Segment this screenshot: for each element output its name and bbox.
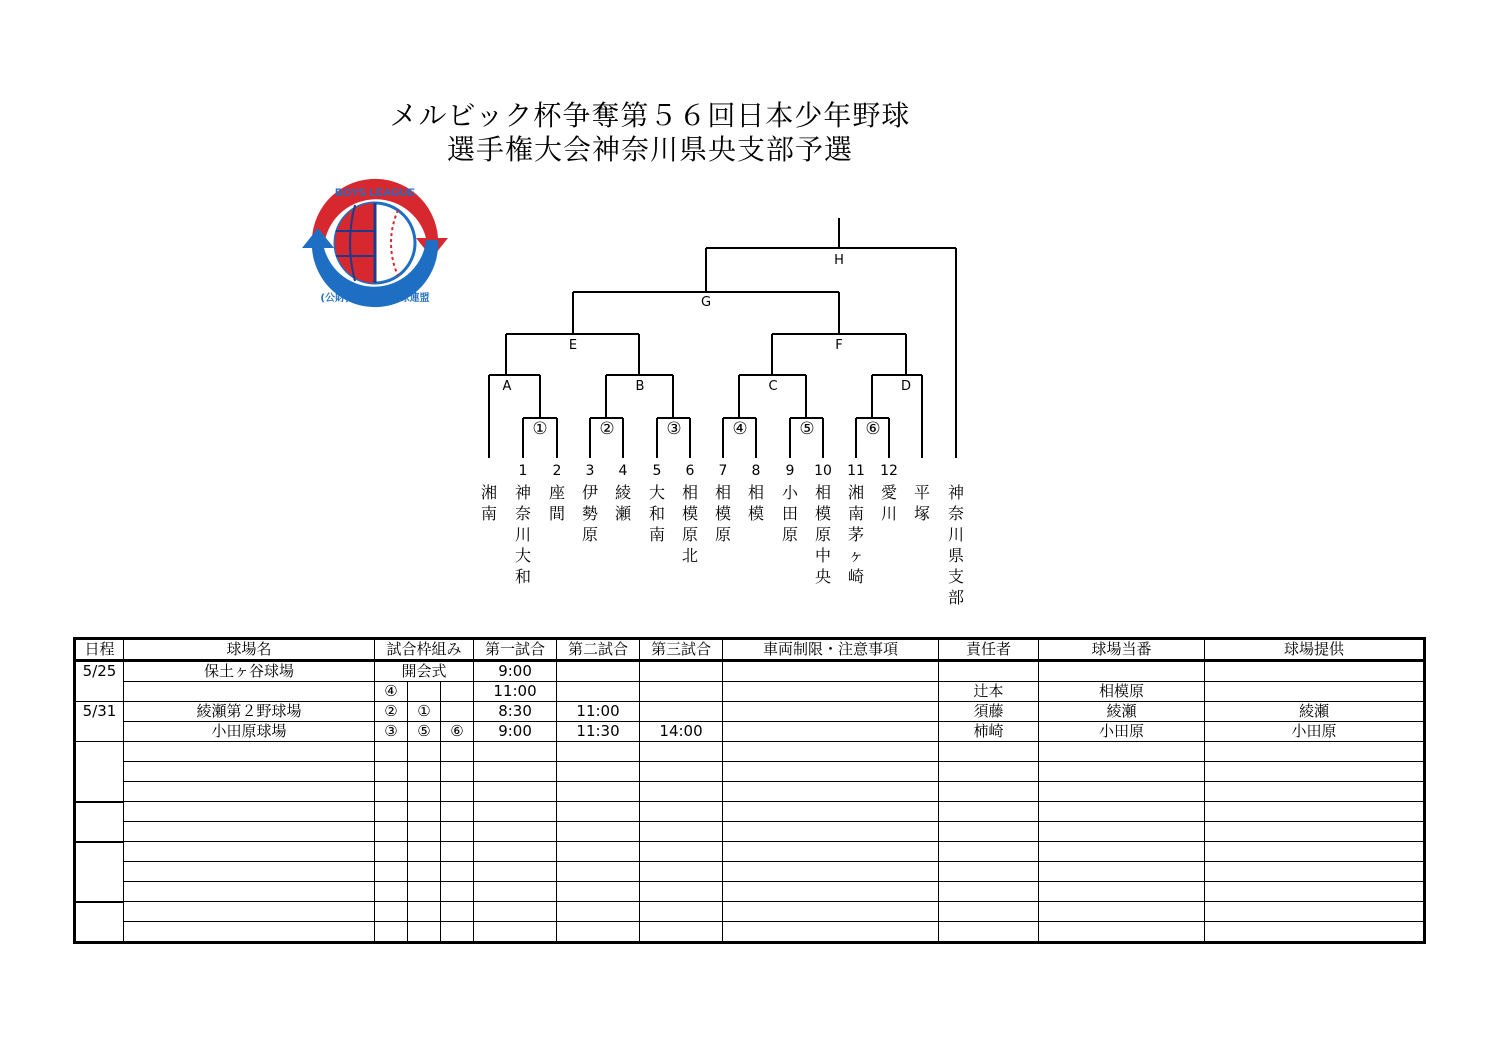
header-duty: 球場当番	[1039, 639, 1205, 661]
row-slot	[441, 702, 474, 722]
row-duty: 相模原	[1039, 682, 1205, 702]
team-name: 湘 南 茅 ヶ 崎	[847, 483, 864, 586]
empty-row	[75, 842, 1425, 862]
table-row	[75, 722, 1425, 742]
row-third	[640, 661, 723, 682]
seed-10: 10	[814, 463, 832, 479]
row-provider: 小田原	[1205, 722, 1425, 742]
empty-row	[75, 862, 1425, 882]
row-slot	[441, 682, 474, 702]
team-name: 神 奈 川 大 和	[514, 483, 531, 586]
row-duty	[1039, 661, 1205, 682]
row-venue: 小田原球場	[124, 722, 375, 742]
empty-row	[75, 742, 1425, 762]
row-date: 5/31	[75, 702, 124, 742]
row-duty: 小田原	[1039, 722, 1205, 742]
match-6: ⑥	[865, 419, 881, 439]
seed-11: 11	[847, 463, 865, 479]
label-g: G	[700, 295, 712, 310]
row-third	[640, 702, 723, 722]
team-name: 愛 川	[880, 483, 897, 523]
label-f: F	[835, 338, 843, 353]
seed-5: 5	[652, 463, 662, 479]
match-3: ③	[666, 419, 682, 439]
match-2: ②	[599, 419, 615, 439]
row-provider: 綾瀬	[1205, 702, 1425, 722]
row-provider	[1205, 661, 1425, 682]
header-second: 第二試合	[557, 639, 640, 661]
label-h: H	[834, 253, 844, 268]
empty-row	[75, 782, 1425, 802]
team-name: 相 模 原	[714, 483, 731, 544]
seed-12: 12	[880, 463, 898, 479]
team-name: 大 和 南	[648, 483, 665, 544]
row-manager	[939, 661, 1039, 682]
schedule-header-row	[75, 639, 1425, 661]
table-row	[75, 682, 1425, 702]
match-5: ⑤	[799, 419, 815, 439]
table-row	[75, 661, 1425, 682]
seed-6: 6	[685, 463, 695, 479]
match-4: ④	[732, 419, 748, 439]
row-venue	[124, 682, 375, 702]
header-slots: 試合枠組み	[375, 639, 474, 661]
seed-8: 8	[751, 463, 761, 479]
match-1: ①	[532, 419, 548, 439]
header-first: 第一試合	[474, 639, 557, 661]
label-d: D	[900, 379, 912, 394]
seed-7: 7	[718, 463, 728, 479]
row-first: 9:00	[474, 722, 557, 742]
label-b: B	[635, 379, 645, 394]
row-slot: ⑥	[441, 722, 474, 742]
row-first: 9:00	[474, 661, 557, 682]
page-title-line2: 選手権大会神奈川県央支部予選	[446, 133, 853, 166]
team-name: 伊 勢 原	[581, 483, 598, 544]
row-slot-ceremony: 開会式	[375, 661, 474, 682]
table-row	[75, 702, 1425, 722]
seed-1: 1	[518, 463, 528, 479]
seed-3: 3	[585, 463, 595, 479]
page-title-line1: メルビック杯争奪第５６回日本少年野球	[389, 99, 911, 132]
row-venue: 綾瀬第２野球場	[124, 702, 375, 722]
row-slot: ⑤	[408, 722, 441, 742]
row-second: 11:00	[557, 702, 640, 722]
header-date: 日程	[75, 639, 124, 661]
team-name: 小 田 原	[781, 483, 798, 544]
team-name: 湘 南	[480, 483, 497, 523]
team-name: 座 間	[548, 483, 565, 523]
team-name: 神 奈 川 県 支 部	[947, 483, 964, 607]
row-second: 11:30	[557, 722, 640, 742]
empty-row	[75, 822, 1425, 842]
team-name: 平 塚	[913, 483, 930, 523]
row-second	[557, 682, 640, 702]
row-manager: 柿崎	[939, 722, 1039, 742]
seed-9: 9	[785, 463, 795, 479]
row-duty: 綾瀬	[1039, 702, 1205, 722]
team-name: 相 模	[747, 483, 764, 523]
header-venue: 球場名	[124, 639, 375, 661]
schedule-table	[73, 637, 1426, 944]
row-notes	[723, 682, 939, 702]
seed-4: 4	[618, 463, 628, 479]
row-provider	[1205, 682, 1425, 702]
empty-row	[75, 762, 1425, 782]
row-manager: 須藤	[939, 702, 1039, 722]
team-name: 相 模 原 中 央	[814, 483, 831, 586]
empty-row	[75, 902, 1425, 922]
row-slot: ②	[375, 702, 408, 722]
row-date: 5/25	[75, 661, 124, 702]
row-third	[640, 682, 723, 702]
team-name: 綾 瀬	[614, 483, 631, 523]
row-notes	[723, 702, 939, 722]
row-venue: 保土ヶ谷球場	[124, 661, 375, 682]
label-c: C	[768, 379, 778, 394]
row-slot: ④	[375, 682, 408, 702]
row-slot: ①	[408, 702, 441, 722]
team-name: 相 模 原 北	[681, 483, 698, 565]
empty-row	[75, 922, 1425, 943]
header-third: 第三試合	[640, 639, 723, 661]
row-slot: ③	[375, 722, 408, 742]
row-notes	[723, 722, 939, 742]
label-a: A	[502, 379, 512, 394]
row-second	[557, 661, 640, 682]
empty-row	[75, 882, 1425, 902]
row-third: 14:00	[640, 722, 723, 742]
seed-2: 2	[552, 463, 562, 479]
row-manager: 辻本	[939, 682, 1039, 702]
row-slot	[408, 682, 441, 702]
empty-row	[75, 802, 1425, 822]
row-first: 11:00	[474, 682, 557, 702]
row-notes	[723, 661, 939, 682]
label-e: E	[568, 338, 578, 353]
logo-top-text: BOYS LEAGUE	[334, 187, 416, 199]
header-provider: 球場提供	[1205, 639, 1425, 661]
logo-bottom-text: (公財)日本少年野球連盟	[320, 293, 430, 304]
header-notes: 車両制限・注意事項	[723, 639, 939, 661]
row-first: 8:30	[474, 702, 557, 722]
header-manager: 責任者	[939, 639, 1039, 661]
